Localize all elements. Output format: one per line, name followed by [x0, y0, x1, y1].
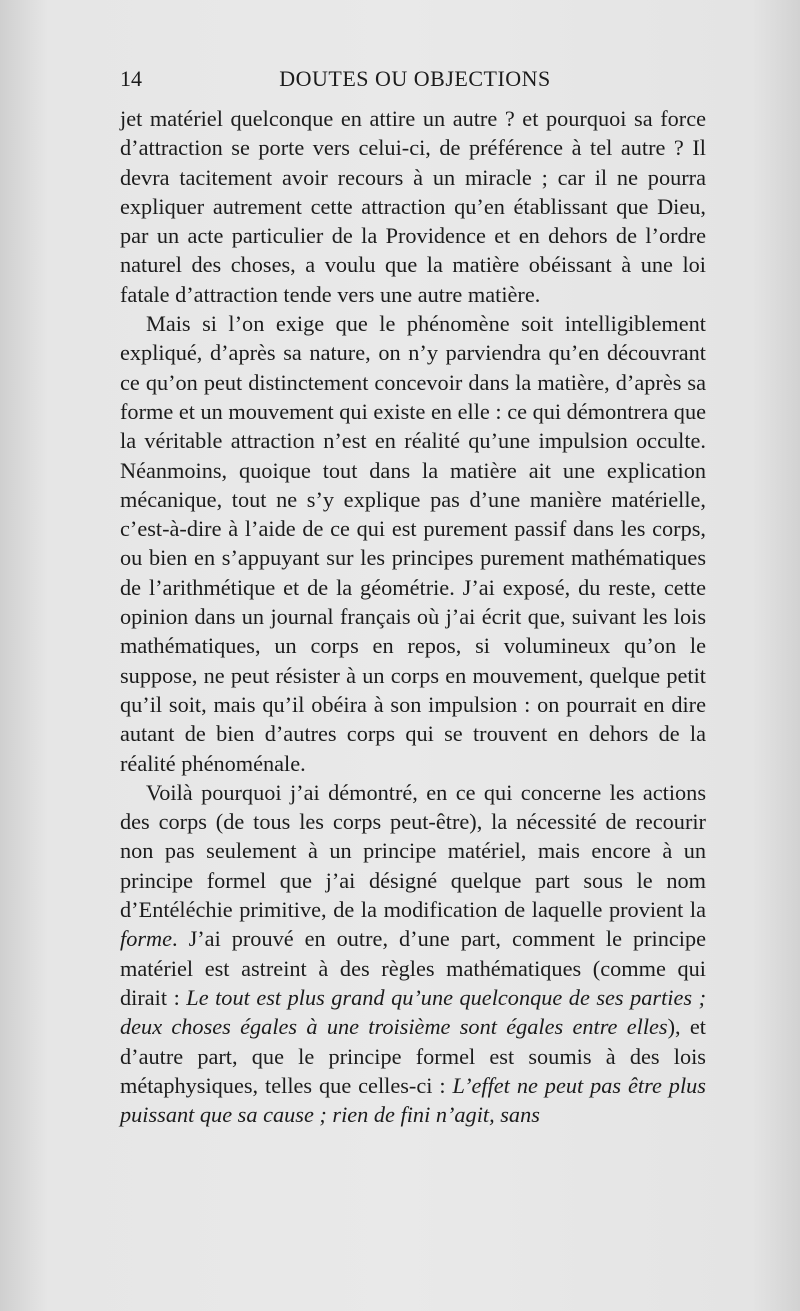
- paragraph-3: [120, 778, 706, 1130]
- italic-quotation: Le tout est plus grand qu’une quelconque de ses parties ; deux choses égales à une troisième sont égales entre elles: [120, 984, 707, 1040]
- body-text: [120, 104, 706, 1129]
- page-header: [120, 66, 710, 96]
- italic-quotation: L’effet ne peut pas être plus puissant que sa cause ; rien de fini n’agit, sans: [120, 1072, 706, 1128]
- text-segment: jet matériel quelconque en attire un autre ? et pourquoi sa force d’attraction se porte vers celui-ci, de préférence à tel autre ? Il devra tacitement avoir recours à un miracle ; car il ne pourra expliquer autrement cette attraction qu’en établissant que Dieu, par un acte particulier de la Providence et en dehors de l’ordre naturel des choses, a voulu que la matière obéissant à une loi fatale d’attraction tende vers une autre matière.: [120, 106, 706, 307]
- text-segment: Voilà pourquoi j’ai démontré, en ce qui concerne les actions des corps (de tous les corps peut-être), la nécessité de recourir non pas seulement à un principe matériel, mais encore à un principe formel que j’ai désigné quelque part sous le nom d’Entéléchie primitive, de la modification de laquelle provient la: [120, 779, 706, 923]
- italic-term: forme: [120, 926, 173, 952]
- paragraph-1: [120, 104, 706, 309]
- text-segment: . J’ai prouvé en outre, d’une part, comment le principe matériel est astreint à des règles mathématiques (comme qui dirait :: [120, 926, 706, 1010]
- text-segment: Mais si l’on exige que le phénomène soit intelligiblement expliqué, d’après sa nature, on n’y parviendra qu’en découvrant ce qu’on peut distinctement concevoir dans la matière, d’après sa forme et un mouvement qui existe en elle : ce qui démontrera que la véritable attraction n’est en réalité qu’une impulsion occulte. Néanmoins, quoique tout dans la matière ait une explication mécanique, tout ne s’y explique pas d’une manière matérielle, c’est-à-dire à l’aide de ce qui est purement passif dans les corps, ou bien en s’appuyant sur les principes purement mathématiques de l’arithmétique et de la géométrie. J’ai exposé, du reste, cette opinion dans un journal français où j’ai écrit que, suivant les lois mathématiques, un corps en repos, si volumineux qu’on le suppose, ne peut résister à un corps en mouvement, quelque petit qu’il soit, mais qu’il obéira à son impulsion : on pourrait en dire autant de bien d’autres corps qui se trouvent en dehors de la réalité phénoménale.: [120, 311, 706, 776]
- running-head: DOUTES OU OBJECTIONS: [279, 66, 551, 91]
- text-segment: ), et d’autre part, que le principe formel est soumis à des lois métaphysiques, telles que celles-ci :: [120, 1014, 706, 1098]
- paragraph-2: [120, 309, 706, 778]
- page-number: 14: [120, 66, 142, 91]
